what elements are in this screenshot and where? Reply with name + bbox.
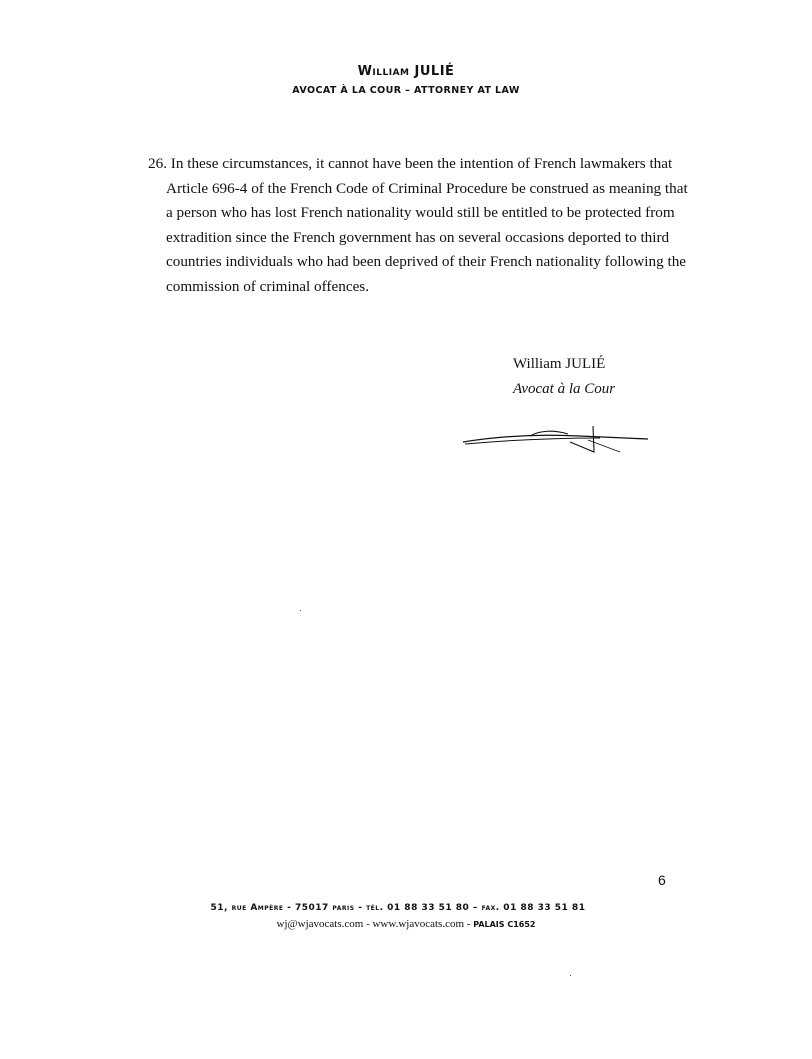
letterhead-name: William JULIÉ: [357, 64, 455, 79]
scan-speck: [570, 975, 571, 976]
signatory-title: Avocat à la Cour: [513, 381, 616, 397]
paragraph-line: commission of criminal offences.: [166, 277, 370, 295]
handwritten-signature: [460, 422, 655, 462]
letterhead-subtitle: AVOCAT À LA COUR – ATTORNEY AT LAW: [292, 85, 520, 96]
paragraph-line: extradition since the French government has on several occasions deported to third: [166, 228, 670, 246]
footer-email-web: wj@wjavocats.com - www.wjavocats.com -: [276, 918, 474, 930]
signatory-name: William JULIÉ: [513, 356, 606, 372]
scan-speck: [300, 610, 301, 611]
page-number: 6: [658, 872, 666, 888]
footer-palais: PALAIS C1652: [473, 920, 536, 929]
paragraph-line: 26. In these circumstances, it cannot have been the intention of French lawmakers that: [148, 155, 673, 172]
paragraph-line: countries individuals who had been deprived of their French nationality following the: [166, 253, 687, 271]
paragraph-line: a person who has lost French nationality would still be entitled to be protected from: [166, 204, 675, 222]
footer-contact: [0, 918, 812, 930]
paragraph-26: [148, 154, 688, 302]
footer-address: 51, rue Ampère - 75017 paris - tél. 01 88 33 51 80 – fax. 01 88 33 51 81: [210, 903, 586, 913]
paragraph-line: Article 696-4 of the French Code of Criminal Procedure be construed as meaning that: [166, 179, 688, 197]
